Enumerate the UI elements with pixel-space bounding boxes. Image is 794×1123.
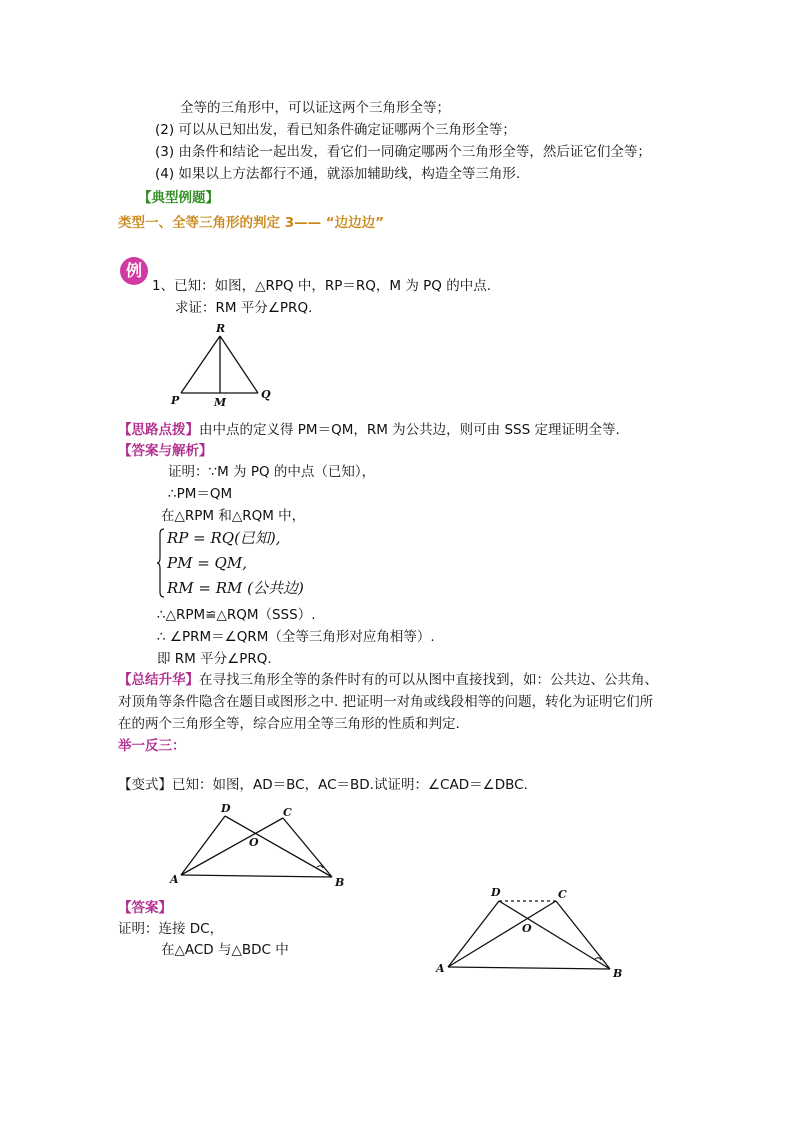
answer2-tag: 【答案】 bbox=[118, 900, 172, 916]
practice-title: 举一反三： bbox=[118, 738, 186, 754]
summary-line-3: 在的两个三角形全等，综合应用全等三角形的性质和判定. bbox=[118, 716, 460, 732]
label-c-2: C bbox=[558, 888, 567, 901]
label-o: O bbox=[249, 836, 259, 849]
seg-ad bbox=[181, 816, 225, 875]
proof-line-5: ∴ ∠PRM＝∠QRM（全等三角形对应角相等）. bbox=[157, 629, 435, 645]
side-rp bbox=[181, 336, 220, 393]
hint-line bbox=[118, 420, 620, 440]
side-rq bbox=[220, 336, 258, 393]
system-brace bbox=[157, 528, 165, 598]
system-eq-3: RM = RM (公共边) bbox=[167, 579, 304, 597]
proof-line-1: 证明：∵M 为 PQ 的中点（已知）， bbox=[168, 464, 376, 480]
label-o-2: O bbox=[522, 922, 532, 935]
seg-ac bbox=[181, 818, 283, 875]
angle-mark-b bbox=[317, 866, 323, 868]
summary-line-1 bbox=[118, 670, 658, 690]
label-a-2: A bbox=[436, 962, 445, 975]
summary-tag: 【总结升华】 bbox=[118, 672, 199, 688]
label-a: A bbox=[170, 873, 179, 886]
seg-ac-2 bbox=[448, 901, 556, 967]
intro-line-1: 全等的三角形中，可以证这两个三角形全等； bbox=[180, 100, 450, 116]
seg-db-2 bbox=[499, 901, 610, 969]
section-title: 【典型例题】 bbox=[138, 190, 219, 206]
proof-line-4: ∴△RPM≌△RQM（SSS）. bbox=[157, 607, 316, 623]
intro-line-4: (4) 如果以上方法都行不通，就添加辅助线，构造全等三角形. bbox=[155, 166, 521, 182]
label-p: P bbox=[171, 394, 180, 407]
hint-tag: 【思路点拨】 bbox=[118, 422, 199, 438]
label-d: D bbox=[221, 802, 231, 815]
triangle-rpq-figure bbox=[165, 320, 275, 408]
seg-cb bbox=[283, 818, 332, 877]
label-b-2: B bbox=[613, 967, 623, 980]
seg-cb-2 bbox=[556, 901, 610, 969]
label-b: B bbox=[335, 876, 345, 889]
system-eq-1: RP = RQ(已知), bbox=[167, 529, 281, 547]
variant-figure-2 bbox=[432, 880, 632, 980]
hint-text: 由中点的定义得 PM＝QM，RM 为公共边，则可由 SSS 定理证明全等. bbox=[199, 422, 620, 438]
proof-line-2: ∴PM＝QM bbox=[168, 486, 233, 502]
summary-line-2: 对顶角等条件隐含在题目或图形之中. 把证明一对角或线段相等的问题，转化为证明它们所 bbox=[118, 694, 654, 710]
summary-text-1: 在寻找三角形全等的条件时有的可以从图中直接找到，如：公共边、公共角、 bbox=[199, 672, 658, 688]
intro-line-2: (2) 可以从已知出发，看已知条件确定证哪两个三角形全等； bbox=[155, 122, 516, 138]
label-r: R bbox=[216, 322, 226, 335]
label-q: Q bbox=[261, 388, 271, 401]
example-given: 1、已知：如图，△RPQ 中，RP＝RQ，M 为 PQ 的中点. bbox=[152, 278, 492, 294]
answer-tag: 【答案与解析】 bbox=[118, 443, 213, 459]
example-prove: 求证：RM 平分∠PRQ. bbox=[175, 300, 313, 316]
proof-line-3: 在△RPM 和△RQM 中， bbox=[161, 508, 306, 524]
answer2-line-1: 证明：连接 DC， bbox=[118, 921, 224, 937]
system-eq-2: PM = QM, bbox=[167, 554, 247, 572]
proof-line-6: 即 RM 平分∠PRQ. bbox=[157, 651, 272, 667]
seg-ab bbox=[181, 875, 332, 877]
label-c: C bbox=[283, 806, 292, 819]
answer2-line-2: 在△ACD 与△BDC 中 bbox=[161, 942, 289, 958]
label-d-2: D bbox=[491, 886, 501, 899]
type-title: 类型一、全等三角形的判定 3—— “边边边” bbox=[118, 215, 385, 231]
label-m: M bbox=[214, 396, 227, 408]
variant-figure-1 bbox=[165, 798, 355, 890]
example-badge: 例 bbox=[120, 257, 148, 285]
intro-line-3: (3) 由条件和结论一起出发，看它们一同确定哪两个三角形全等，然后证它们全等； bbox=[155, 144, 651, 160]
seg-ab-2 bbox=[448, 967, 610, 969]
seg-db bbox=[225, 816, 332, 877]
seg-ad-2 bbox=[448, 901, 499, 967]
variant-text: 【变式】已知：如图，AD＝BC，AC＝BD.试证明：∠CAD＝∠DBC. bbox=[118, 777, 528, 793]
